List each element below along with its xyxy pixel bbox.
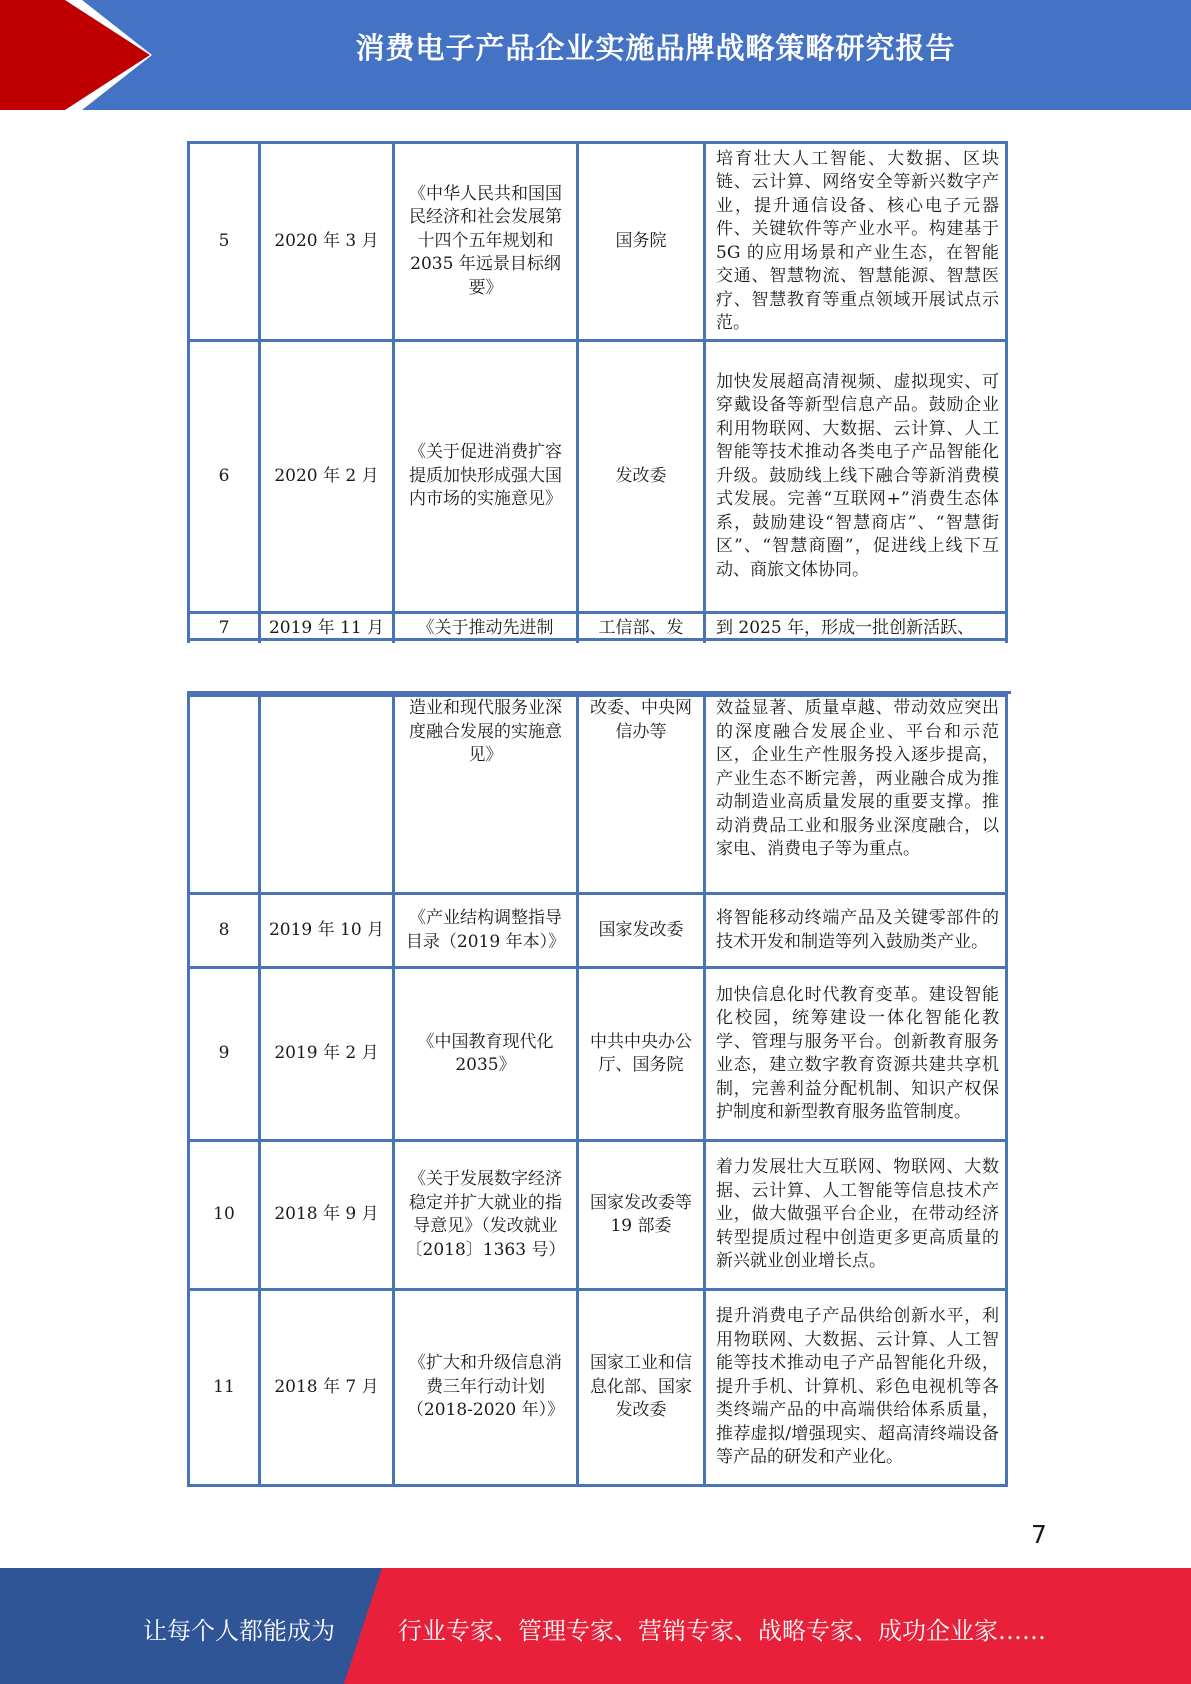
- table-row: [189, 894, 1007, 968]
- release-date: 2020 年 3 月: [260, 143, 394, 341]
- issuing-org: 工信部、发: [578, 613, 705, 643]
- page-footer: [0, 1568, 1191, 1684]
- issuing-org: 国务院: [578, 143, 705, 341]
- release-date: 2018 年 9 月: [260, 1141, 394, 1290]
- row-number: 5: [189, 143, 260, 341]
- table-page-break-rule: [187, 638, 1005, 641]
- policy-name: 《关于推动先进制: [394, 613, 578, 643]
- policy-content: 培育壮大人工智能、大数据、区块链、云计算、网络安全等新兴数字产业，提升通信设备、核心电子元器件、关键软件等产业水平。构建基于 5G 的应用场景和产业生态，在智能交通、智慧物流、智慧能源、智慧医疗、智慧教育等重点领域开展试点示范。: [705, 143, 1007, 341]
- report-title: 消费电子产品企业实施品牌战略策略研究报告: [355, 31, 956, 65]
- policy-name: 造业和现代服务业深度融合发展的实施意见》: [394, 696, 578, 894]
- footer-slogan-roles: 行业专家、管理专家、营销专家、战略专家、成功企业家……: [398, 1617, 1046, 1645]
- table-row: [189, 968, 1007, 1141]
- policy-name: 《扩大和升级信息消费三年行动计划（2018-2020 年）》: [394, 1290, 578, 1486]
- table-row: [189, 1290, 1007, 1486]
- policy-name: 《产业结构调整指导目录（2019 年本）》: [394, 894, 578, 968]
- row-number: [189, 696, 260, 894]
- table-row: [189, 143, 1007, 341]
- row-number: 9: [189, 968, 260, 1141]
- row-number: 7: [189, 613, 260, 643]
- table-row: [189, 1141, 1007, 1290]
- issuing-org: 国家发改委: [578, 894, 705, 968]
- policy-table-part-1: [187, 141, 1008, 643]
- policy-name: 《关于促进消费扩容提质加快形成强大国内市场的实施意见》: [394, 341, 578, 613]
- policy-content: 加快信息化时代教育变革。建设智能化校园，统筹建设一体化智能化教学、管理与服务平台。创新教育服务业态，建立数字教育资源共建共享机制，完善利益分配机制、知识产权保护制度和新型教育服务监管制度。: [705, 968, 1007, 1141]
- row-number: 8: [189, 894, 260, 968]
- policy-content: 提升消费电子产品供给创新水平，利用物联网、大数据、云计算、人工智能等技术推动电子产品智能化升级，提升手机、计算机、彩色电视机等各类终端产品的中高端供给体系质量，推荐虚拟/增强现实、超高清终端设备等产品的研发和产业化。: [705, 1290, 1007, 1486]
- release-date: 2019 年 10 月: [260, 894, 394, 968]
- policy-content: 加快发展超高清视频、虚拟现实、可穿戴设备等新型信息产品。鼓励企业利用物联网、大数据、云计算、人工智能等技术推动各类电子产品智能化升级。鼓励线上线下融合等新消费模式发展。完善“互联网+”消费生态体系，鼓励建设“智慧商店”、“智慧街区”、“智慧商圈”，促进线上线下互动、商旅文体协同。: [705, 341, 1007, 613]
- issuing-org: 国家发改委等 19 部委: [578, 1141, 705, 1290]
- issuing-org: 改委、中央网信办等: [578, 696, 705, 894]
- policy-name: 《中华人民共和国国民经济和社会发展第十四个五年规划和 2035 年远景目标纲要》: [394, 143, 578, 341]
- policy-content: 着力发展壮大互联网、物联网、大数据、云计算、人工智能等信息技术产业，做大做强平台企业，在带动经济转型提质过程中创造更多更高质量的新兴就业创业增长点。: [705, 1141, 1007, 1290]
- policy-content: 到 2025 年，形成一批创新活跃、: [705, 613, 1007, 643]
- page-number: 7: [1031, 1520, 1047, 1549]
- row-number: 10: [189, 1141, 260, 1290]
- policy-content: 效益显著、质量卓越、带动效应突出的深度融合发展企业、平台和示范区，企业生产性服务投入逐步提高，产业生态不断完善，两业融合成为推动制造业高质量发展的重要支撑。推动消费品工业和服务业深度融合，以家电、消费电子等为重点。: [705, 696, 1007, 894]
- release-date: 2020 年 2 月: [260, 341, 394, 613]
- policy-table-part-2: [187, 694, 1008, 1487]
- release-date: 2019 年 11 月: [260, 613, 394, 643]
- policy-name: 《中国教育现代化 2035》: [394, 968, 578, 1141]
- issuing-org: 中共中央办公厅、国务院: [578, 968, 705, 1141]
- release-date: [260, 696, 394, 894]
- issuing-org: 国家工业和信息化部、国家发改委: [578, 1290, 705, 1486]
- row-number: 11: [189, 1290, 260, 1486]
- footer-slogan-lead: 让每个人都能成为: [143, 1617, 335, 1645]
- policy-name: 《关于发展数字经济稳定并扩大就业的指导意见》（发改就业〔2018〕1363 号）: [394, 1141, 578, 1290]
- issuing-org: 发改委: [578, 341, 705, 613]
- page-header: [0, 0, 1191, 110]
- policy-content: 将智能移动终端产品及关键零部件的技术开发和制造等列入鼓励类产业。: [705, 894, 1007, 968]
- row-number: 6: [189, 341, 260, 613]
- table-row: [189, 696, 1007, 894]
- release-date: 2019 年 2 月: [260, 968, 394, 1141]
- release-date: 2018 年 7 月: [260, 1290, 394, 1486]
- table-row: [189, 341, 1007, 613]
